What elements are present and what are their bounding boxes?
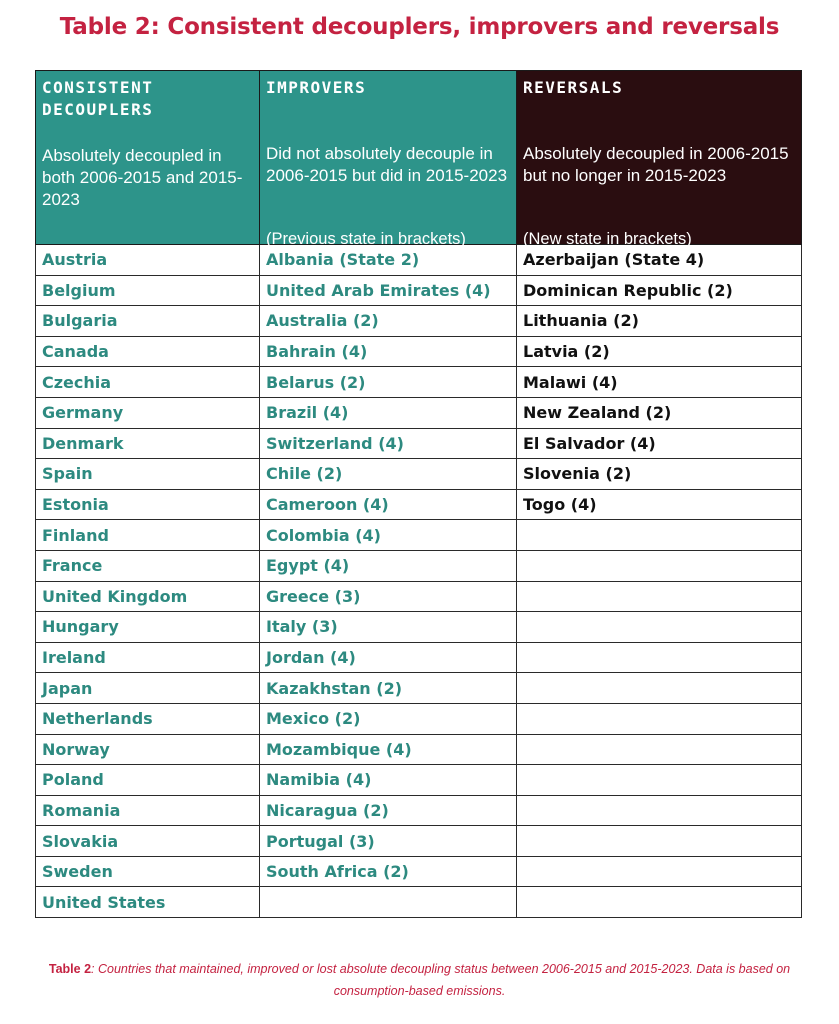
table-row xyxy=(36,703,802,734)
improver-cell: Nicaragua (2) xyxy=(260,795,517,826)
consistent-decoupler-cell: United States xyxy=(36,887,260,918)
improver-cell: Switzerland (4) xyxy=(260,428,517,459)
table-row xyxy=(36,397,802,428)
reversal-cell xyxy=(517,581,802,612)
decoupling-table xyxy=(35,70,802,918)
consistent-decoupler-cell: Germany xyxy=(36,397,260,428)
header-reversals xyxy=(517,71,802,248)
table-row xyxy=(36,428,802,459)
reversal-cell xyxy=(517,795,802,826)
reversal-cell: Azerbaijan (State 4) xyxy=(517,245,802,276)
consistent-decoupler-cell: Slovakia xyxy=(36,826,260,857)
improver-cell: Namibia (4) xyxy=(260,765,517,796)
consistent-decoupler-cell: Netherlands xyxy=(36,703,260,734)
improver-cell: Kazakhstan (2) xyxy=(260,673,517,704)
improver-cell: Belarus (2) xyxy=(260,367,517,398)
reversal-cell xyxy=(517,703,802,734)
consistent-decoupler-cell: Poland xyxy=(36,765,260,796)
table-row xyxy=(36,887,802,918)
improver-cell: Greece (3) xyxy=(260,581,517,612)
improver-cell: United Arab Emirates (4) xyxy=(260,275,517,306)
table-row xyxy=(36,489,802,520)
consistent-decoupler-cell: Estonia xyxy=(36,489,260,520)
table-row xyxy=(36,550,802,581)
improver-cell: Mozambique (4) xyxy=(260,734,517,765)
reversal-cell xyxy=(517,734,802,765)
table-caption xyxy=(40,958,799,1002)
reversal-cell xyxy=(517,765,802,796)
header-consistent-decouplers xyxy=(36,71,260,245)
reversal-cell: New Zealand (2) xyxy=(517,397,802,428)
table-row xyxy=(36,734,802,765)
improver-cell: Egypt (4) xyxy=(260,550,517,581)
caption-label: Table 2 xyxy=(48,962,92,976)
column-description: Did not absolutely decouple in 2006-2015 but did in 2015-2023 xyxy=(266,144,508,185)
reversal-cell xyxy=(517,673,802,704)
table-row xyxy=(36,765,802,796)
consistent-decoupler-cell: Czechia xyxy=(36,367,260,398)
reversal-cell: Malawi (4) xyxy=(517,367,802,398)
reversal-cell xyxy=(517,612,802,643)
consistent-decoupler-cell: Denmark xyxy=(36,428,260,459)
improver-cell xyxy=(260,887,517,918)
consistent-decoupler-cell: France xyxy=(36,550,260,581)
consistent-decoupler-cell: Bulgaria xyxy=(36,306,260,337)
improver-cell: Cameroon (4) xyxy=(260,489,517,520)
reversal-cell: El Salvador (4) xyxy=(517,428,802,459)
reversal-cell xyxy=(517,856,802,887)
table-row xyxy=(36,520,802,551)
consistent-decoupler-cell: Hungary xyxy=(36,612,260,643)
improver-cell: Italy (3) xyxy=(260,612,517,643)
reversal-cell: Togo (4) xyxy=(517,489,802,520)
consistent-decoupler-cell: Canada xyxy=(36,336,260,367)
table-row xyxy=(36,856,802,887)
consistent-decoupler-cell: Japan xyxy=(36,673,260,704)
consistent-decoupler-cell: Norway xyxy=(36,734,260,765)
table-row xyxy=(36,826,802,857)
table-row xyxy=(36,581,802,612)
header-improvers xyxy=(260,71,517,248)
reversal-cell xyxy=(517,550,802,581)
improver-cell: Albania (State 2) xyxy=(260,245,517,276)
improver-cell: Brazil (4) xyxy=(260,397,517,428)
improver-cell: Australia (2) xyxy=(260,306,517,337)
consistent-decoupler-cell: United Kingdom xyxy=(36,581,260,612)
column-label: CONSISTENT DECOUPLERS xyxy=(42,78,154,119)
improver-cell: Colombia (4) xyxy=(260,520,517,551)
improver-cell: Mexico (2) xyxy=(260,703,517,734)
reversal-cell xyxy=(517,642,802,673)
improver-cell: Jordan (4) xyxy=(260,642,517,673)
column-label: REVERSALS xyxy=(523,78,624,97)
column-description: Absolutely decoupled in 2006-2015 but no longer in 2015-2023 xyxy=(523,144,789,185)
reversal-cell xyxy=(517,887,802,918)
table-row xyxy=(36,673,802,704)
table-row xyxy=(36,306,802,337)
reversal-cell: Slovenia (2) xyxy=(517,459,802,490)
table-row xyxy=(36,336,802,367)
reversal-cell xyxy=(517,520,802,551)
table-row xyxy=(36,459,802,490)
reversal-cell: Lithuania (2) xyxy=(517,306,802,337)
improver-cell: Bahrain (4) xyxy=(260,336,517,367)
consistent-decoupler-cell: Romania xyxy=(36,795,260,826)
table-row xyxy=(36,612,802,643)
consistent-decoupler-cell: Austria xyxy=(36,245,260,276)
table-body xyxy=(36,245,802,918)
reversal-cell: Dominican Republic (2) xyxy=(517,275,802,306)
table-row xyxy=(36,795,802,826)
consistent-decoupler-cell: Finland xyxy=(36,520,260,551)
column-description: Absolutely decoupled in both 2006-2015 and 2015-2023 xyxy=(42,146,243,209)
caption-text: : Countries that maintained, improved or lost absolute decoupling status between 2006-2015 and 2015-2023. Data is based on consumption-based emissions. xyxy=(91,962,791,998)
improver-cell: Portugal (3) xyxy=(260,826,517,857)
column-label: IMPROVERS xyxy=(266,78,367,97)
consistent-decoupler-cell: Ireland xyxy=(36,642,260,673)
consistent-decoupler-cell: Sweden xyxy=(36,856,260,887)
table-row xyxy=(36,275,802,306)
page-title: Table 2: Consistent decouplers, improvers and reversals xyxy=(59,14,780,40)
column-note: (Previous state in brackets) xyxy=(266,230,466,248)
table-row xyxy=(36,367,802,398)
reversal-cell xyxy=(517,826,802,857)
consistent-decoupler-cell: Belgium xyxy=(36,275,260,306)
consistent-decoupler-cell: Spain xyxy=(36,459,260,490)
reversal-cell: Latvia (2) xyxy=(517,336,802,367)
improver-cell: Chile (2) xyxy=(260,459,517,490)
improver-cell: South Africa (2) xyxy=(260,856,517,887)
column-note: (New state in brackets) xyxy=(523,230,692,248)
table-header-row xyxy=(36,71,802,245)
table-row xyxy=(36,642,802,673)
